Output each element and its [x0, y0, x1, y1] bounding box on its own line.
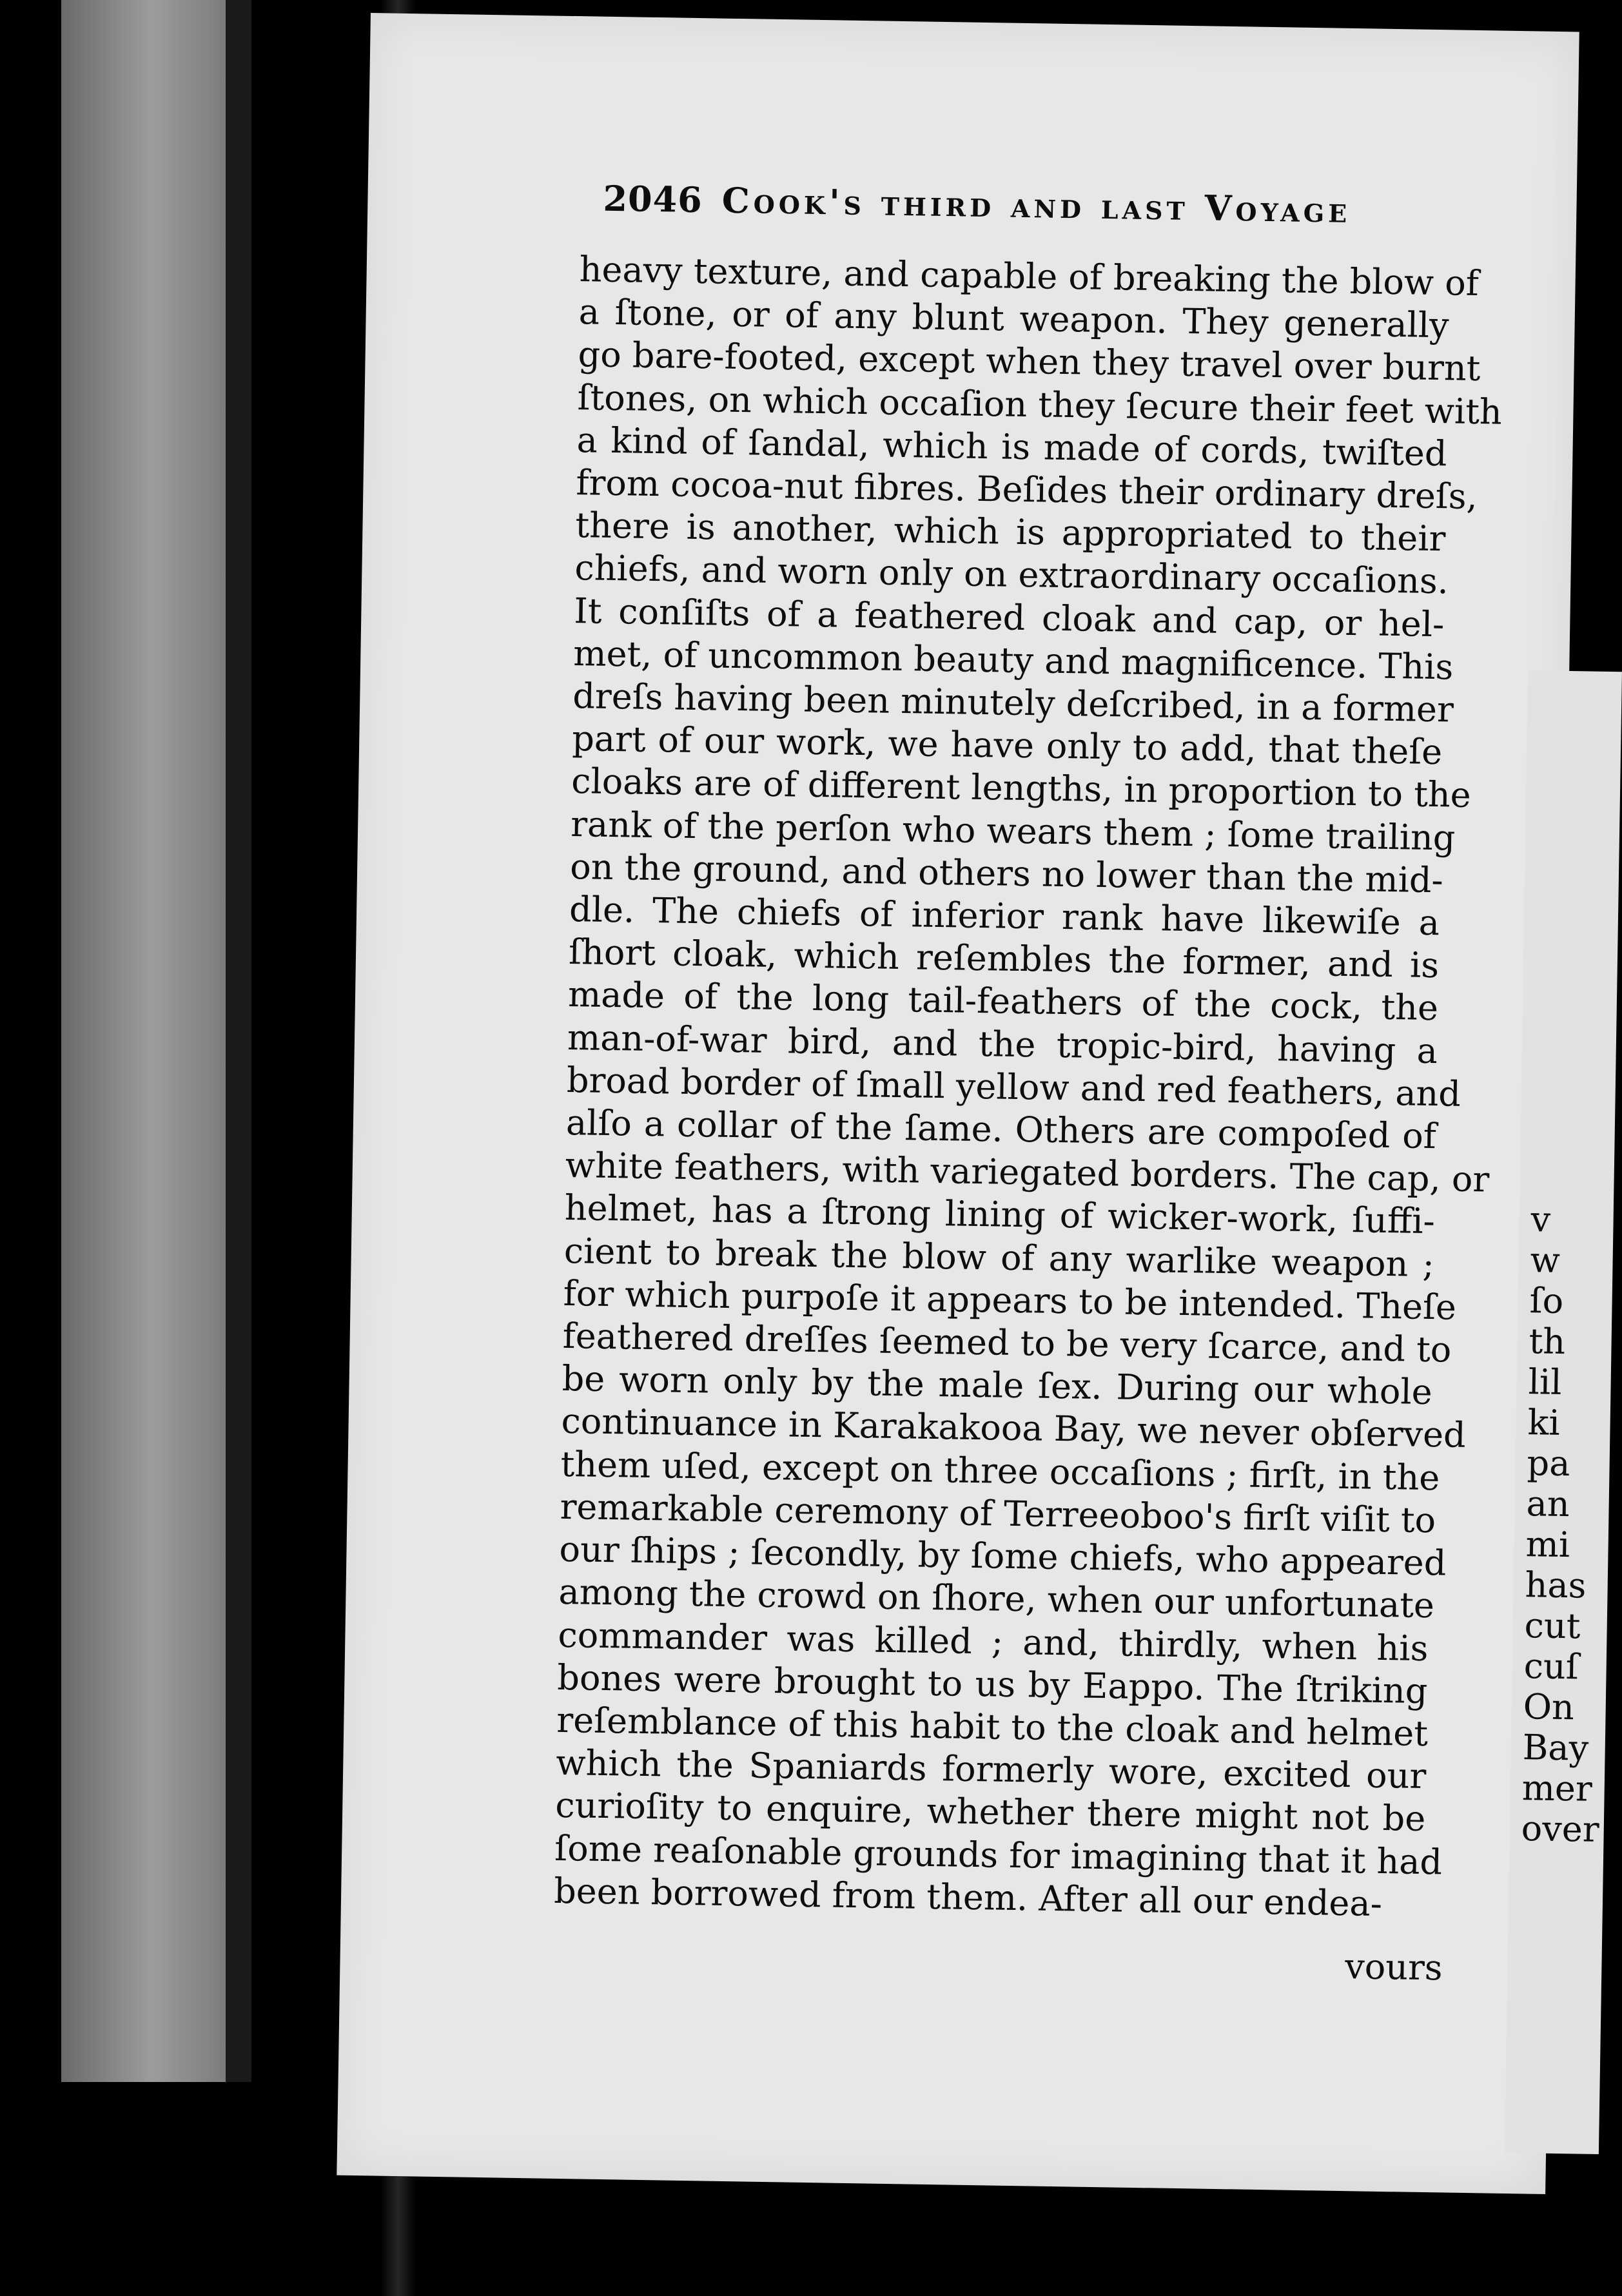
text-line: commander was killed ; and, thirdly, when his — [558, 1614, 1429, 1669]
text-line: for which purpoſe it appears to be intended. Theſe — [563, 1272, 1457, 1328]
right-page-fragment: w — [1530, 1240, 1561, 1281]
text-line: a kind of ſandal, which is made of cords, twiſted — [576, 419, 1447, 474]
right-page-fragment: cut — [1524, 1605, 1581, 1647]
right-page-fragment: pa — [1527, 1443, 1570, 1484]
text-line: dreſs having been minutely deſcribed, in a former — [572, 676, 1454, 730]
text-line: remarkable ceremony of Terreeoboo's firſt viſit to — [560, 1486, 1436, 1541]
text-line: helmet, has a ſtrong lining of wicker-work, ſuffi- — [564, 1187, 1436, 1242]
text-line: our ſhips ; ſecondly, by ſome chiefs, who appeared — [559, 1528, 1447, 1584]
text-line: them uſed, except on three occaſions ; firſt, in the — [560, 1443, 1440, 1499]
text-line: continuance in Karakakooa Bay, we never obſerved — [561, 1401, 1467, 1456]
text-line: met, of uncommon beauty and magnificence. This — [572, 632, 1454, 688]
body-text — [553, 248, 1503, 1926]
text-line: from cocoa-nut fibres. Beſides their ordinary dreſs, — [576, 462, 1478, 518]
right-page-fragment: th — [1529, 1321, 1566, 1363]
text-line: ſtones, on which occaſion they ſecure their feet with — [577, 376, 1503, 433]
text-line: reſemblance of this habit to the cloak and helmet — [556, 1699, 1429, 1754]
text-line: bones were brought to us by Eappo. The ſtriking — [556, 1657, 1428, 1711]
text-line: among the crowd on ſhore, when our unfortunate — [558, 1571, 1435, 1626]
text-line: on the ground, and others no lower than the mid- — [569, 846, 1444, 901]
page-number: 2046 — [603, 177, 703, 221]
right-page-fragment: mi — [1525, 1524, 1570, 1566]
text-line: white feathers, with variegated borders. The cap, or — [565, 1145, 1490, 1200]
right-page-fragment: mer — [1521, 1767, 1593, 1809]
text-line: heavy texture, and capable of breaking the blow of — [579, 249, 1480, 304]
text-line: It conſiſts of a feathered cloak and cap, or hel- — [573, 590, 1445, 645]
left-page-edge — [61, 0, 226, 2082]
text-line: curioſity to enquire, whether there might not be — [554, 1785, 1426, 1840]
running-head: Cook's third and last Voyage — [721, 179, 1351, 231]
right-page-fragment: On — [1523, 1686, 1575, 1728]
right-page-fragment: lil — [1528, 1361, 1562, 1403]
right-page-fragment: ki — [1527, 1402, 1561, 1443]
right-page-fragment: Bay — [1522, 1727, 1589, 1769]
page-header — [603, 178, 1461, 233]
right-page-fragment: v — [1530, 1199, 1551, 1240]
text-line: made of the long tail-feathers of the cock, the — [567, 974, 1439, 1029]
text-line: rank of the perſon who wears them ; ſome trailing — [570, 803, 1456, 859]
right-page-fragment: ſo — [1529, 1280, 1564, 1321]
text-line: go bare-footed, except when they travel over burnt — [578, 334, 1481, 389]
text-line: a ſtone, or of any blunt weapon. They generally — [578, 291, 1450, 346]
text-line: been borrowed from them. After all our endea- — [553, 1870, 1383, 1924]
text-line: chiefs, and worn only on extraordinary occaſions. — [574, 547, 1449, 602]
catchword: vours — [1344, 1946, 1443, 1989]
text-line: ſhort cloak, which reſembles the former, and is — [568, 931, 1440, 986]
text-line: broad border of ſmall yellow and red feathers, and — [566, 1059, 1461, 1114]
text-line: cient to break the blow of any warlike weapon ; — [563, 1230, 1435, 1285]
text-line: part of our work, we have only to add, that theſe — [571, 718, 1443, 773]
right-page-fragment: has — [1525, 1564, 1587, 1606]
text-line: which the Spaniards formerly wore, excited our — [555, 1742, 1427, 1797]
text-line: dle. The chiefs of inferior rank have likewiſe a — [569, 889, 1440, 944]
right-page-fragment: over — [1521, 1808, 1600, 1850]
book-page — [337, 13, 1579, 2194]
right-page-fragment: an — [1526, 1483, 1570, 1525]
text-line: cloaks are of different lengths, in proportion to the — [571, 761, 1472, 816]
text-line: man-of-war bird, and the tropic-bird, having a — [567, 1017, 1438, 1071]
text-line: ſome reaſonable grounds for imagining that it had — [554, 1827, 1443, 1882]
text-line: be worn only by the male ſex. During our whole — [562, 1358, 1433, 1413]
text-line: there is another, which is appropriated to their — [575, 505, 1446, 559]
right-page-fragment: cuſ — [1523, 1646, 1579, 1688]
text-line: alſo a collar of the ſame. Others are compoſed of — [565, 1102, 1437, 1157]
text-line: feathered dreſſes ſeemed to be very ſcarce, and to — [562, 1316, 1452, 1370]
